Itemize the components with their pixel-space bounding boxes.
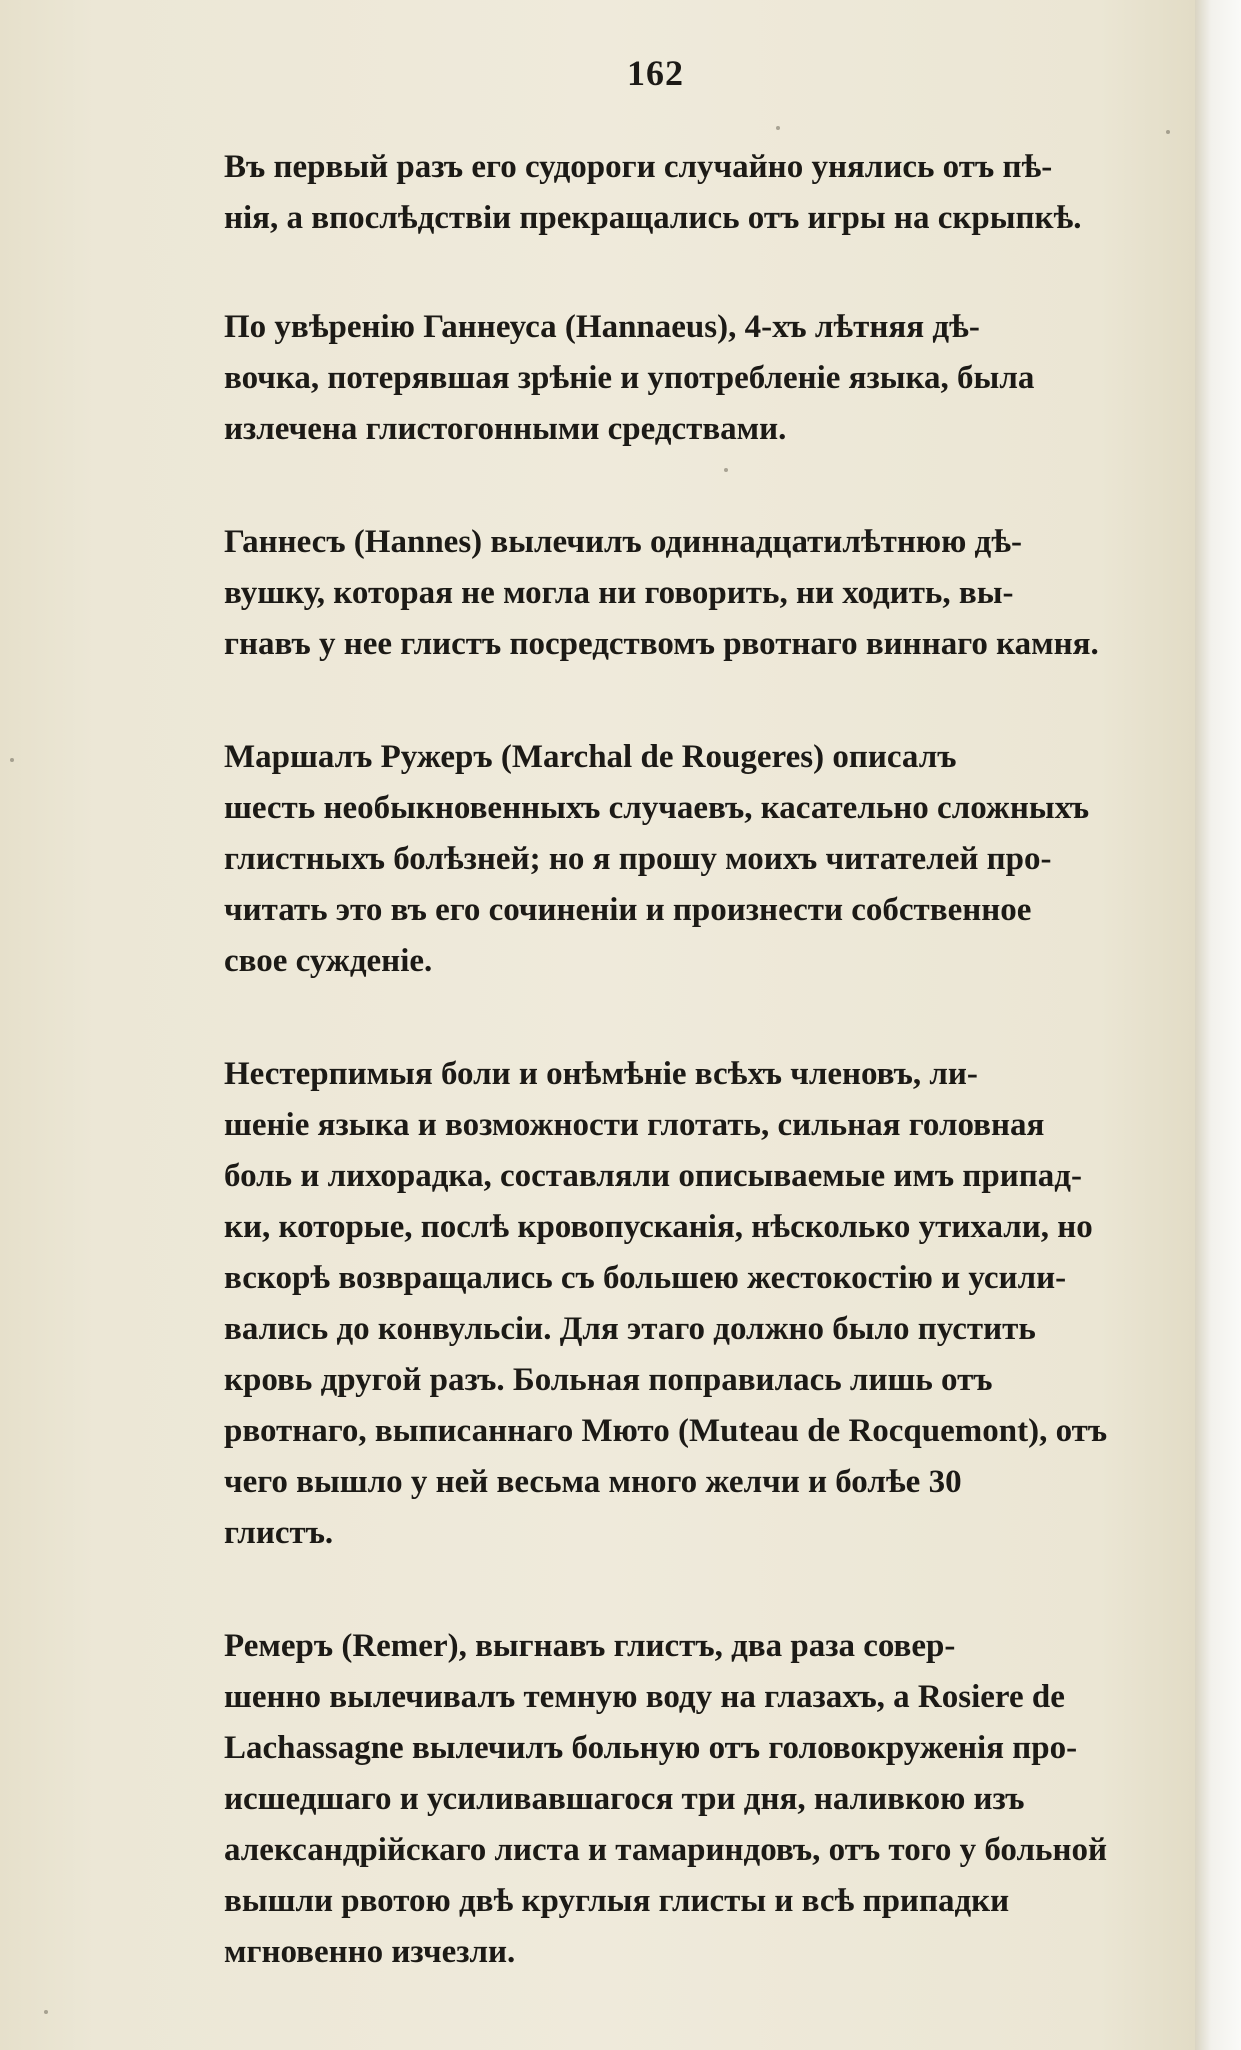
paper-speck: [10, 758, 14, 762]
paragraph-6: [128, 1621, 1180, 1978]
paragraph-4: [128, 732, 1180, 987]
page-text: [128, 142, 1180, 2040]
paragraph-5: [128, 1049, 1180, 1559]
text-line: Lachassagne вылечилъ больную отъ головокруженія про-: [224, 1730, 1078, 1766]
text-line: александрійскаго листа и тамариндовъ, отъ того у больной: [224, 1832, 1107, 1868]
paragraph-3: [128, 517, 1180, 670]
text-line: нія, а впослѣдствіи прекращались отъ игры на скрыпкѣ.: [224, 200, 1082, 236]
text-line: гнавъ у нее глистъ посредствомъ рвотнаго виннаго камня.: [224, 626, 1099, 662]
text-line: вскорѣ возвращались съ большею жестокостію и усили-: [224, 1260, 1067, 1296]
text-line: вались до конвульсіи. Для этаго должно было пустить: [224, 1311, 1036, 1347]
text-line: ки, которые, послѣ кровопусканія, нѣсколько утихали, но: [224, 1209, 1093, 1245]
text-line: глистъ.: [224, 1515, 334, 1551]
text-line: По увѣренію Ганнеуса (Hannaeus), 4-хъ лѣтняя дѣ-: [224, 309, 980, 345]
text-line: рвотнаго, выписаннаго Мюто (Muteau de Rocquemont), отъ: [224, 1413, 1108, 1449]
text-line: свое сужденіе.: [224, 943, 433, 979]
paragraph-1: [128, 142, 1180, 244]
text-line: глистныхъ болѣзней; но я прошу моихъ читателей про-: [224, 841, 1052, 877]
text-line: вочка, потерявшая зрѣніе и употребленіе языка, была: [224, 360, 1035, 396]
page-edge: [1195, 0, 1241, 2050]
text-line: кровь другой разъ. Больная поправилась лишь отъ: [224, 1362, 993, 1398]
text-line: мгновенно изчезли.: [224, 1934, 516, 1970]
text-line: Ремеръ (Remer), выгнавъ глистъ, два раза совер-: [224, 1628, 956, 1664]
page-number: 162: [627, 53, 684, 93]
text-line: читать это въ его сочиненіи и произнести собственное: [224, 892, 1032, 928]
text-line: излечена глистогонными средствами.: [224, 411, 787, 447]
text-line: боль и лихорадка, составляли описываемые имъ припад-: [224, 1158, 1082, 1194]
paper-speck: [1166, 130, 1170, 134]
text-line: вышли рвотою двѣ круглыя глисты и всѣ припадки: [224, 1883, 1010, 1919]
text-line: Ганнесъ (Hannes) вылечилъ одиннадцатилѣтнюю дѣ-: [224, 524, 1023, 560]
text-line: вушку, которая не могла ни говорить, ни ходить, вы-: [224, 575, 1014, 611]
text-line: шесть необыкновенныхъ случаевъ, касательно сложныхъ: [224, 790, 1090, 826]
text-line: Въ первый разъ его судороги случайно унялись отъ пѣ-: [224, 149, 1053, 185]
text-line: шенно вылечивалъ темную воду на глазахъ, а Rosiere de: [224, 1679, 1065, 1715]
paragraph-2: [128, 302, 1180, 455]
paper-speck: [44, 2010, 48, 2014]
paper-speck: [776, 126, 780, 130]
text-line: шеніе языка и возможности глотать, сильная головная: [224, 1107, 1045, 1143]
text-line: Нестерпимыя боли и онѣмѣніе всѣхъ членовъ, ли-: [224, 1056, 978, 1092]
text-line: Маршалъ Ружеръ (Marchal de Rougeres) описалъ: [224, 739, 957, 775]
text-line: исшедшаго и усиливавшагося три дня, наливкою изъ: [224, 1781, 1025, 1817]
text-line: чего вышло у ней весьма много желчи и болѣе 30: [224, 1464, 962, 1500]
